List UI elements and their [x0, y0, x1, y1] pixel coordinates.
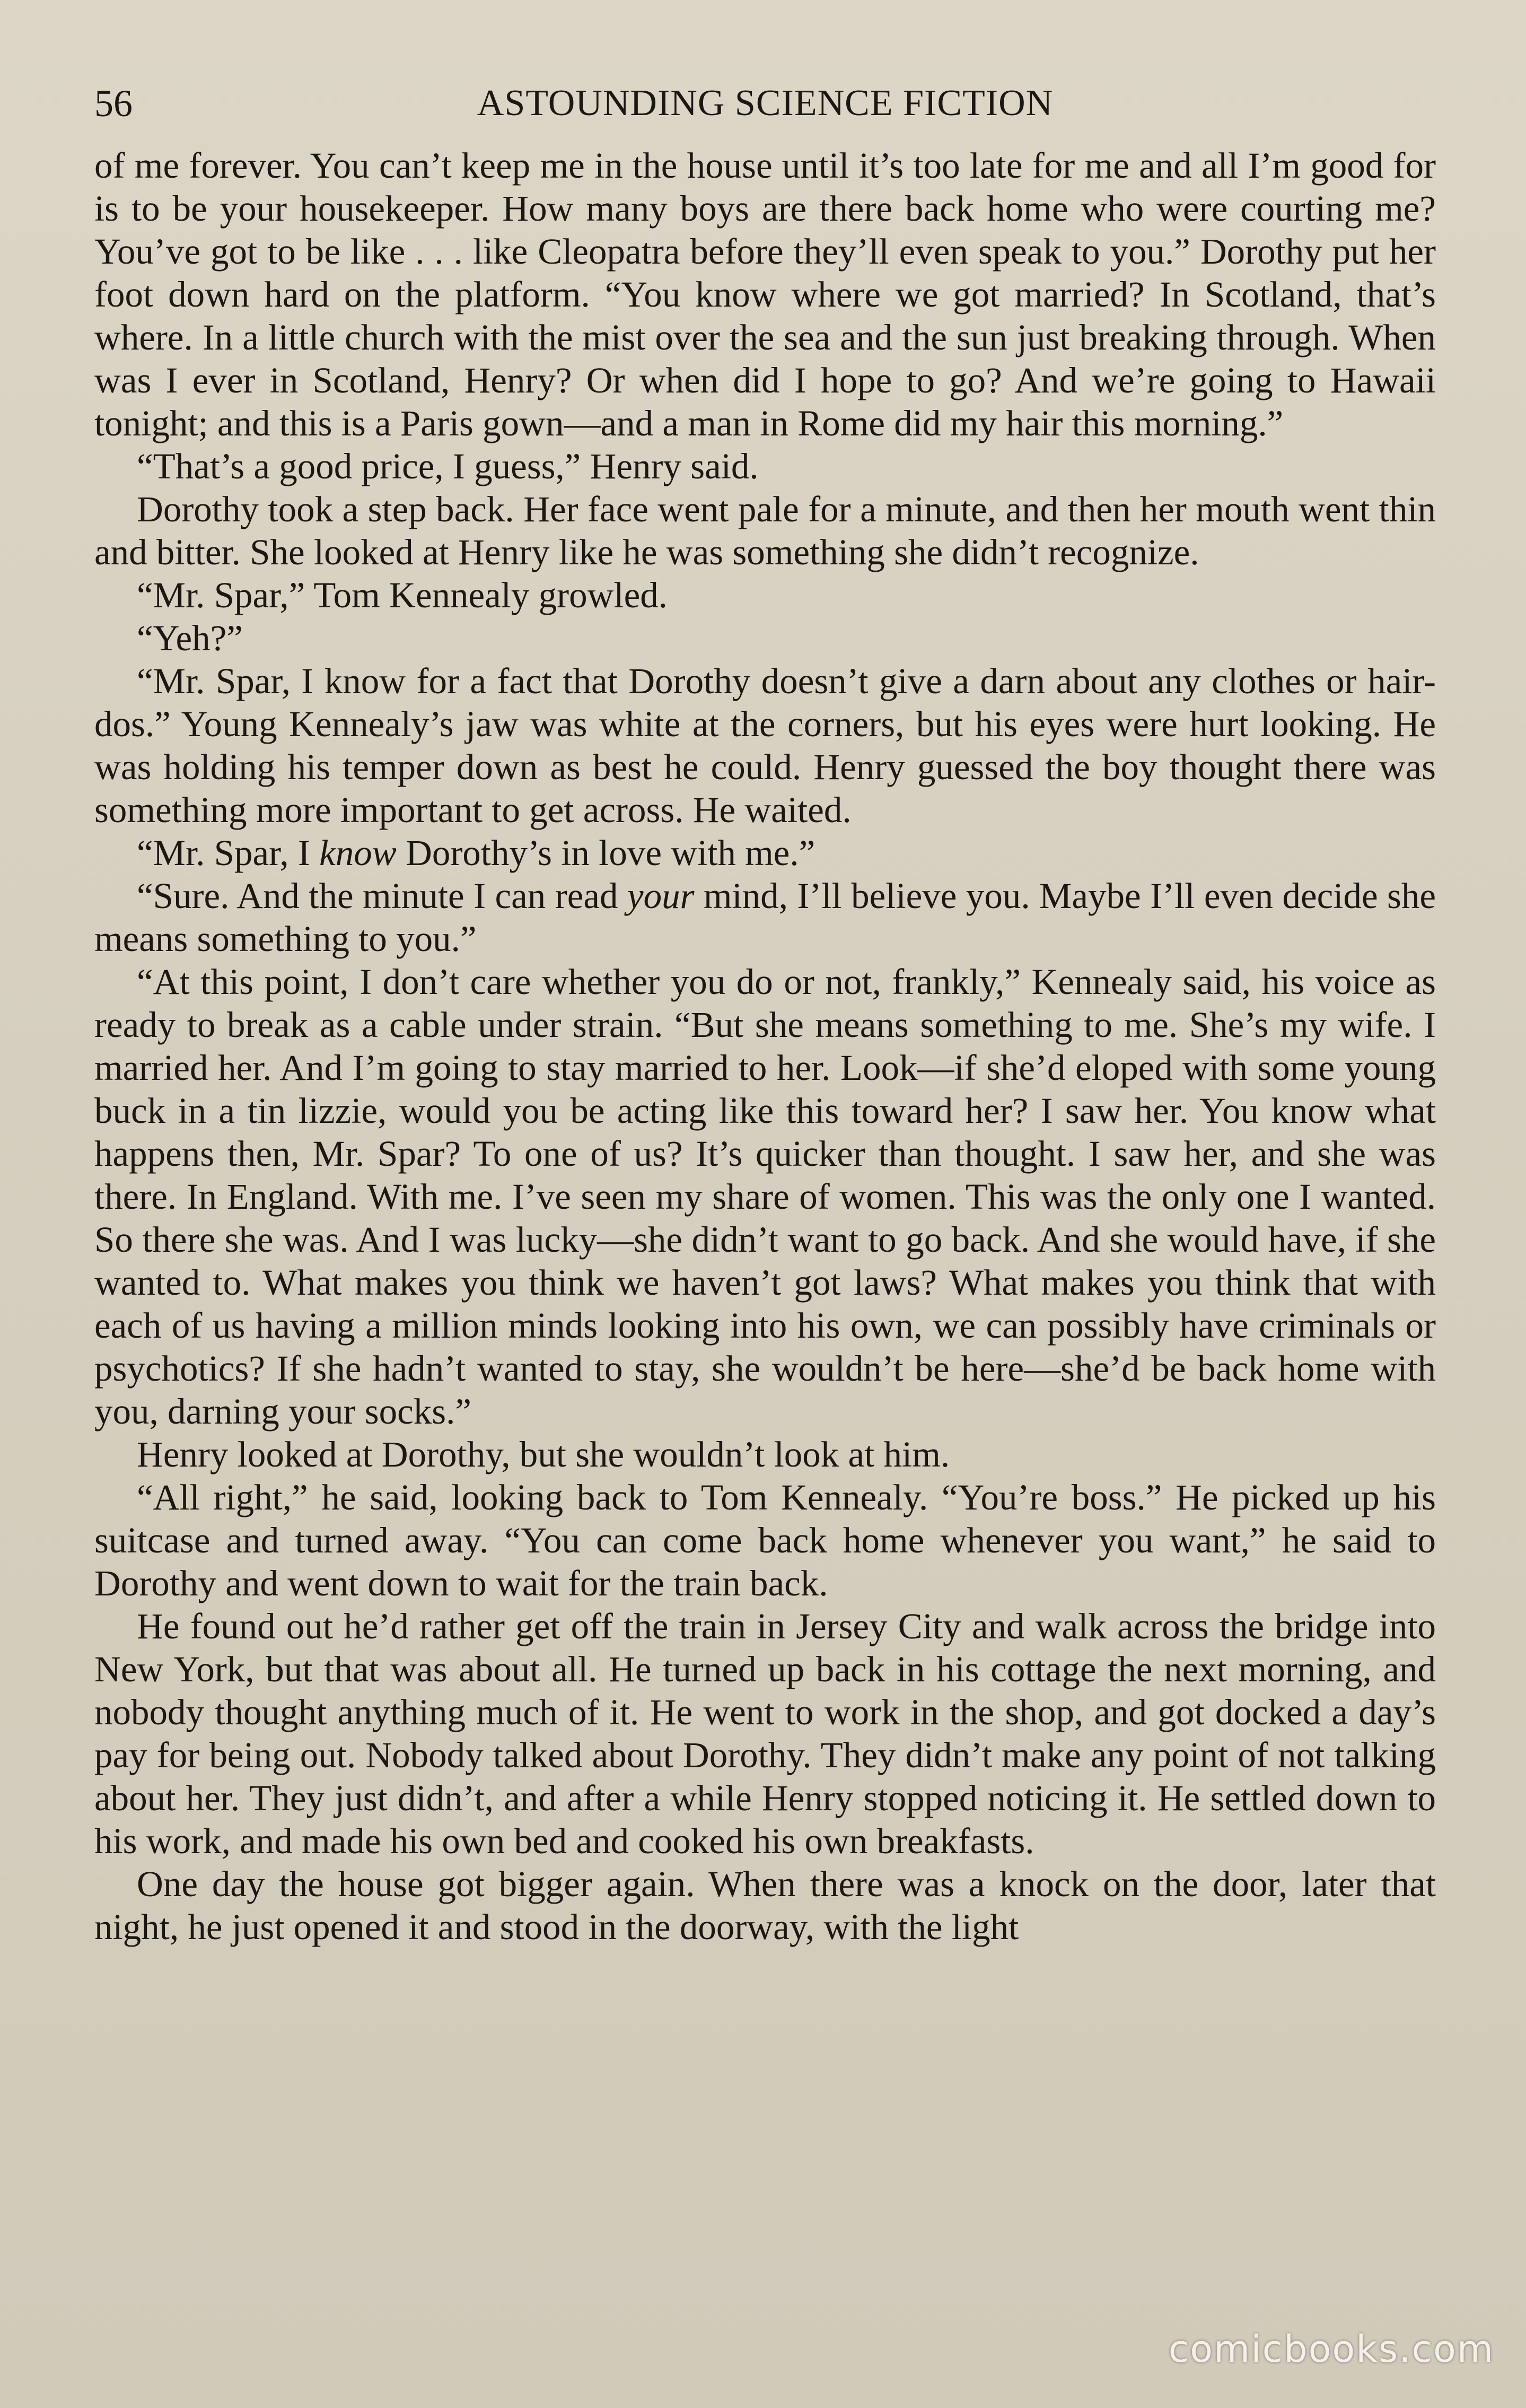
running-title: ASTOUNDING SCIENCE FICTION [477, 83, 1054, 124]
paragraph: of me forever. You can’t keep me in the house until it’s too late for me and all I’m good for is to be your housekeeper. How many boys are there back home who were courting me? You’ve got to be like . . . like Cleopatra before they’ll even speak to you.” Dorothy put her foot down hard on the platform. “You know where we got married? In Scotland, that’s where. In a little church with the mist over the sea and the sun just breaking through. When was I ever in Scotland, Henry? Or when did I hope to go? And we’re going to Hawaii tonight; and this is a Paris gown—and a man in Rome did my hair this morning.” [94, 145, 1436, 443]
paragraph: “Mr. Spar,” Tom Kennealy growled. [137, 575, 668, 615]
paragraph: One day the house got bigger again. When there was a knock on the door, later that night, he just opened it and stood in the doorway, with the light [94, 1864, 1436, 1947]
paragraph: “All right,” he said, looking back to Tom Kennealy. “You’re boss.” He picked up his suitcase and turned away. “You can come back home whenever you want,” he said to Dorothy and went down to wait for the train back. [94, 1477, 1436, 1603]
paragraph: “Mr. Spar, I know Dorothy’s in love with me.” [137, 833, 815, 873]
page-number: 56 [94, 82, 133, 125]
paragraph: “Sure. And the minute I can read your mind, I’ll believe you. Maybe I’ll even decide she means something to you.” [94, 876, 1436, 959]
paragraph: “At this point, I don’t care whether you do or not, frankly,” Kennealy said, his voice as ready to break as a cable under strain. “But she means something to me. She’s my wife. I married her. And I’m going to stay married to her. Look—if she’d eloped with some young buck in a tin lizzie, would you be acting like this toward her? I saw her. You know what happens then, Mr. Spar? To one of us? It’s quicker than thought. I saw her, and she was there. In England. With me. I’ve seen my share of women. This was the only one I wanted. So there she was. And I was lucky—she didn’t want to go back. And she would have, if she wanted to. What makes you think we haven’t got laws? What makes you think that with each of us having a million minds looking into his own, we can possibly have criminals or psychotics? If she hadn’t wanted to stay, she wouldn’t be here—she’d be back home with you, darning your socks.” [94, 962, 1436, 1432]
paragraph: “That’s a good price, I guess,” Henry said. [137, 446, 759, 486]
paragraph: “Yeh?” [137, 618, 243, 658]
site-watermark: comicbooks.com [1168, 2327, 1494, 2371]
paragraph: Dorothy took a step back. Her face went pale for a minute, and then her mouth went thin and bitter. She looked at Henry like he was something she didn’t recognize. [94, 489, 1436, 572]
page-header [94, 74, 1436, 133]
story-text [94, 144, 1436, 1949]
paragraph: Henry looked at Dorothy, but she wouldn’t look at him. [137, 1434, 950, 1475]
paragraph: He found out he’d rather get off the train in Jersey City and walk across the bridge into New York, but that was about all. He turned up back in his cottage the next morning, and nobody thought anything much of it. He went to work in the shop, and got docked a day’s pay for being out. Nobody talked about Dorothy. They didn’t make any point of not talking about her. They just didn’t, and after a while Henry stopped noticing it. He settled down to his work, and made his own bed and cooked his own breakfasts. [94, 1606, 1436, 1861]
paragraph: “Mr. Spar, I know for a fact that Dorothy doesn’t give a darn about any clothes or hair-dos.” Young Kennealy’s jaw was white at the corners, but his eyes were hurt looking. He was holding his temper down as best he could. Henry guessed the boy thought there was something more important to get across. He waited. [94, 661, 1436, 830]
